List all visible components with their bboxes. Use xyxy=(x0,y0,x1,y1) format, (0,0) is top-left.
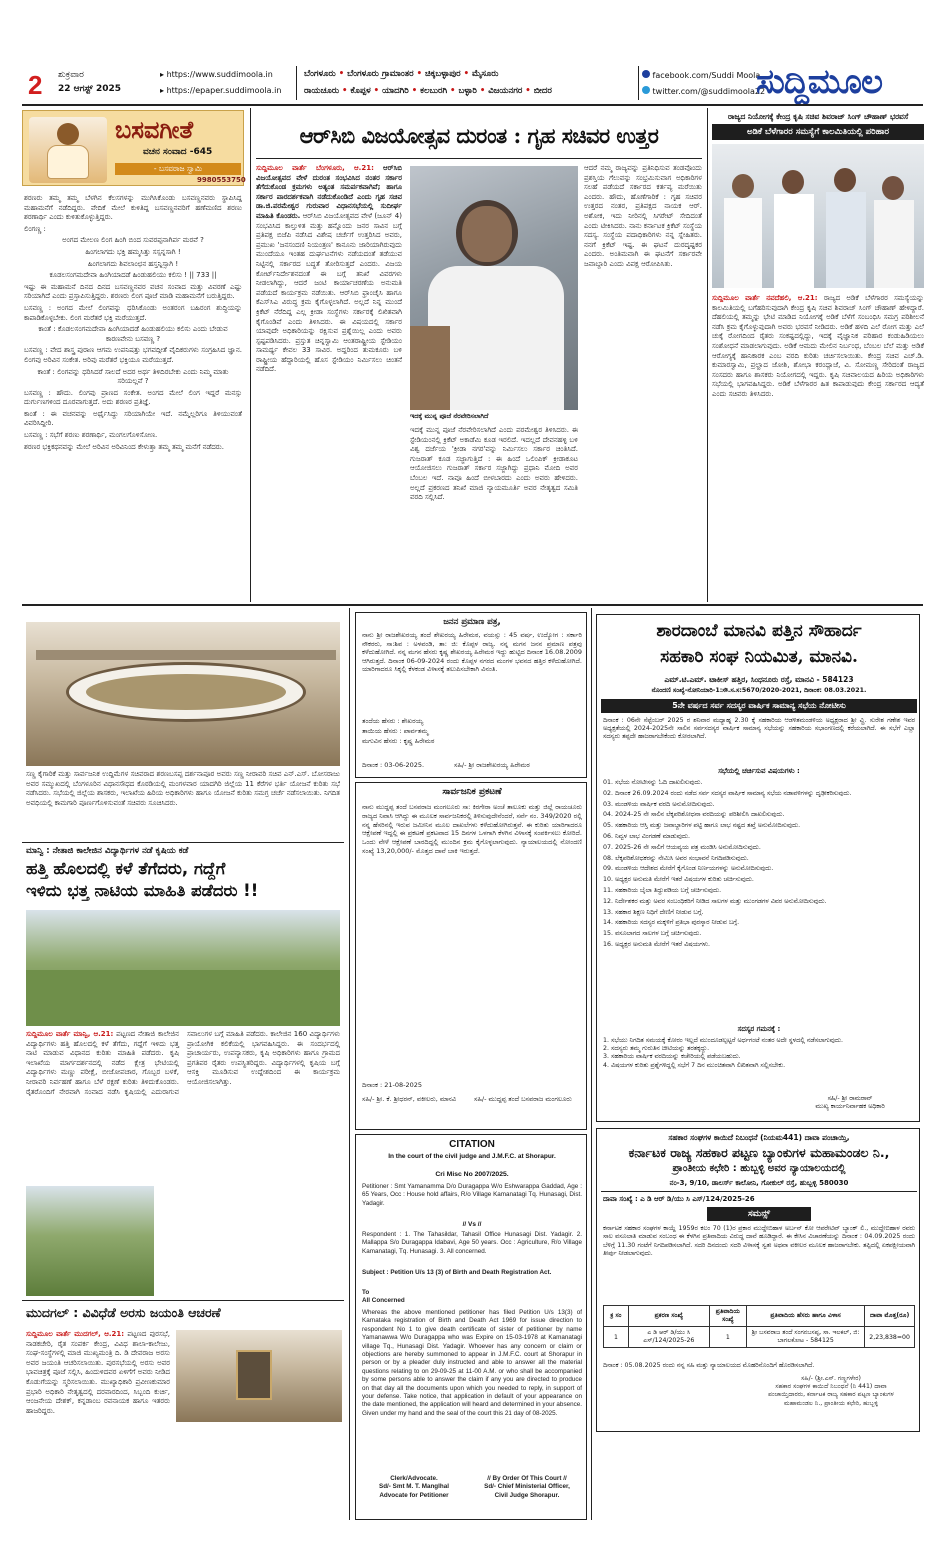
city-separator-dot: • xyxy=(460,69,473,79)
agenda-item: 05. ಸಹಕಾರಿಯ ಆಸ್ತಿ ಮತ್ತು ಜವಾಬ್ದಾರಿಗಳ ಪಟ್ಟಿ ಹಾಗೂ ಲಾಭ ನಷ್ಟದ ತಖ್ತೆ ಅನುಮೋದಿಸುವುದು. xyxy=(603,822,801,830)
city-link[interactable]: ಬಳ್ಳಾರಿ xyxy=(458,86,477,96)
lead-column-3: ಆದರೆ ನಮ್ಮ ರಾಜ್ಯವನ್ನು ಪ್ರತಿನಿಧಿಸುವ ತಂಡವೊಂದು ಪ್ರಶಸ್ತಿಯ ಗೆಲುವನ್ನು ಸಂಭ್ರಮಿಸುವಾಗ ಅಧಿಕಾರಿಗಳ ಸಲಹೆ ಪಡೆಯದೆ ಸರ್ಕಾರದ ಕರ್ತವ್ಯ ಮರೆಯಿತು ಎಂದರು. ಹೌದು, ಹೊಣೆಗಾರಿಕೆ : ಗೃಹ ಸಚಿವರ ಉತ್ತರದ ನಂತರ, ಪ್ರತಿಪಕ್ಷದ ನಾಯಕ ಆರ್. ಅಶೋಕ, ಇದು ನೀರಿನಲ್ಲಿ ಸಿಗರೇಟ್ ಸೇದಿದಂತೆ ಎಂದು ಟೀಕಿಸಿದರು. ನಾನು ಕರ್ನಾಟಕ ಕ್ರಿಕೆಟ್ ಸಂಸ್ಥೆಯ ಸದಸ್ಯ. ಸಂಸ್ಥೆಯ ಪದಾಧಿಕಾರಿಗಳು ನನ್ನ ಸ್ನೇಹಿತರು. ನನಗೆ ಕ್ರಿಕೆಟ್ ಇಷ್ಟ. ಈ ಘಟನೆ ದುರದೃಷ್ಟಕರ ಎಂದರು. ಅಂತಿಮವಾಗಿ ಈ ಘಟನೆಗೆ ಸರ್ಕಾರವೇ ಜವಾಬ್ದಾರಿ ಎಂದು ವಿಪಕ್ಷ ಆರೋಪಿಸಿತು. xyxy=(584,164,702,268)
sharadambe-band-text: 5ನೇ ವರ್ಷದ ಸರ್ವ ಸದಸ್ಯರ ವಾರ್ಷಿಕ ಸಾಮಾನ್ಯ ಸಭೆಯ ನೋಟೀಸು xyxy=(672,701,846,710)
areca-headline-band xyxy=(712,124,924,140)
summons-table-header: ಪ್ರತಿವಾದಿಯ ಹೆಸರು ಹಾಗೂ ವಿಳಾಸ xyxy=(747,1306,865,1327)
sharadambe-notes-list xyxy=(603,1037,915,1093)
city-separator-dot: • xyxy=(476,86,489,96)
sharadambe-intro: ದಿನಾಂಕ : 06ನೇ ಸೆಪ್ಟೆಂಬರ್ 2025 ರ ಶನಿವಾರ ಮಧ್ಯಾಹ್ನ 2.30 ಕ್ಕೆ ಸಹಕಾರಿಯ ಆಡಳಿತಮಂಡಳಿಯ ಅಧ್ಯಕ್ಷರಾದ ಶ್ರೀ ವ್ಹಿ. ಸುರೇಶ ಗಣೇಶ ಇವರ ಅಧ್ಯಕ್ಷತೆಯಲ್ಲಿ 2024-2025ನೇ ಸಾಲಿನ ಸರ್ವಸದಸ್ಯರ ವಾರ್ಷಿಕ ಸಾಮಾನ್ಯ ಸಭೆಯನ್ನು ಸಹಕಾರಿಯ ಸಭಾಂಗಣದಲ್ಲಿ ಕರೆಯಲಾಗಿದೆ. ಈ ಸಭೆಗೆ ಎಲ್ಲಾ ಸದಸ್ಯರು ತಪ್ಪದೇ ಹಾಜರಾಗಬೇಕೆಂದು ಕೋರಲಾಗಿದೆ. xyxy=(603,717,915,741)
lost-certificate-ad xyxy=(355,612,587,778)
agenda-item: 15. ವಸೂಲಾಗದ ಸಾಲಗಳ ಬಗ್ಗೆ ಚರ್ಚಿಸುವುದು. xyxy=(603,930,702,938)
summons-table-cell: 1 xyxy=(604,1327,629,1348)
basavageete-paragraph: ಬಸವಣ್ಣ : ಹೌದು. ಲಿಂಗವು ಪ್ರಾಣದ ಸಂಕೇತ. ಅಂಗದ ಮೇಲೆ ಲಿಂಗ ಇದ್ದರೆ ಮನಸ್ಸು ದುರ್ಗುಣಗಳಿಂದ ದೂರವಾಗುತ್ತದೆ. ಅದು ಶರಣರ ಪ್ರತಿಜ್ಞೆ. xyxy=(24,388,242,407)
meeting-photo xyxy=(26,622,340,766)
epaper-link[interactable]: https://epaper.suddimoola.in xyxy=(166,86,282,95)
sharadambe-note-title: ಸದಸ್ಯರ ಗಮನಕ್ಕೆ : xyxy=(737,1025,781,1033)
mudagal-dateline: ಸುದ್ದಿಮೂಲ ವಾರ್ತೆ ಮುದಗಲ್, ಆ.21: xyxy=(26,1330,125,1338)
facebook-link[interactable]: facebook.com/Suddi Moola xyxy=(652,71,761,80)
facebook-icon xyxy=(642,70,650,78)
public-notice-sig-left: ಸಹಿ/- ಶ್ರೀ. ಕೆ. ಶ್ರೀಧರನ್, ವಕೀಲರು, ಮಾನವಿ xyxy=(362,1095,457,1103)
city-link[interactable]: ಬೀದರ xyxy=(533,86,552,96)
city-separator-dot: • xyxy=(335,69,348,79)
public-notice-sig-right: ಸಹಿ/- ಮುದ್ದಪ್ಪ ತಂದೆ ಬಸವರಾಜ ಮಂಗಲೂರು xyxy=(474,1095,572,1103)
meeting-body: ಸಣ್ಣ ಕೈಗಾರಿಕೆ ಮತ್ತು ಸಾರ್ವಜನಿಕ ಉದ್ದಿಮೆಗಳ ಸಚಿವರಾದ ಶರಣಬಸಪ್ಪ ದರ್ಶನಾಪೂರ ಅವರು ಸಣ್ಣ ನೀರಾವರಿ ಸಚಿವ ಎನ್.ಎಸ್. ಬೋಸರಾಜು ಅವರ ಸಮ್ಮುಖದಲ್ಲಿ ಬೆಂಗಳೂರಿನ ವಿಧಾನಸೌಧದ ಕೊಠಡಿಯಲ್ಲಿ ಮಂಗಳವಾರ ಯಾದಗಿರಿ ಜಿಲ್ಲೆಯ 11 ಕೆರೆಗಳ ಭರ್ತಿ ಯೋಜನೆ ಕುರಿತು ಸಭೆ ನಡೆಸಿದರು. ಸಭೆಯಲ್ಲಿ ಜಿಲ್ಲೆಯ ಶಾಸಕರು, ಇಲಾಖೆಯ ಹಿರಿಯ ಅಧಿಕಾರಿಗಳು ಹಾಗೂ ಯೋಜನೆ ಕುರಿತು ಸಮಗ್ರ ಚರ್ಚೆ ನಡೆಸಲಾಯಿತು. ನಿಗದಿತ ಅವಧಿಯಲ್ಲಿ ಕಾಮಗಾರಿ ಪೂರ್ಣಗೊಳಿಸುವಂತೆ ಸಚಿವರು ಸೂಚಿಸಿದರು. xyxy=(26,770,340,807)
public-notice-ad xyxy=(355,782,587,1130)
lost-ad-footer-left: ದಿನಾಂಕ : 03-06-2025. xyxy=(362,761,425,769)
lead-photo-home-minister xyxy=(410,166,578,410)
citation-subject: Subject : Petition U/s 13 (3) of Birth and Death Registration Act. xyxy=(362,1269,552,1276)
mudagal-body xyxy=(26,1330,170,1520)
facebook-row[interactable] xyxy=(642,70,760,80)
citation-right-sig: // By Order Of This Court // Sd/- Chief Ministerial Officer, Civil Judge Shorapur. xyxy=(484,1475,570,1499)
basavageete-paragraph: ಬಸವಣ್ಣ : ವೇದ ಶಾಸ್ತ್ರ ಪುರಾಣ ಆಗಮ ಉಪನಿಷತ್ತು ಭಗವದ್ಗೀತೆ ವೈದಿಕರುಗಳು ಸಂಗ್ರಹಿಸಿದ ಜ್ಞಾನ. ಲಿಂಗವು ಅರಿವಿನ ಸಂಕೇತ. ಅರಿವು ಮರೆತರೆ ಭಕ್ತಿಯೂ ಮರೆಯುತ್ತದೆ. xyxy=(24,346,242,364)
globe-icon: ▸ xyxy=(160,86,165,95)
agenda-item: 13. ಸಹಕಾರ ಶಿಕ್ಷಣ ನಿಧಿಗೆ ದೇಣಿಗೆ ನೀಡುವ ಬಗ್ಗೆ. xyxy=(603,908,704,916)
city-separator-dot: • xyxy=(408,86,421,96)
summons-case: ದಾವಾ ಸಂಖ್ಯೆ : ಎ ಡಿ ಆರ್ ಡಿ/ಯು ಸಿ ಎಸ್/124/2025-26 xyxy=(603,1195,755,1203)
summons-subtitle: ಪ್ರಾಂತೀಯ ಕಛೇರಿ : ಹುಬ್ಬಳ್ಳಿ ಅವರ ನ್ಯಾಯಾಲಯದಲ್ಲಿ xyxy=(672,1163,846,1174)
lead-dateline: ಸುದ್ದಿಮೂಲ ವಾರ್ತೆ ಬೆಂಗಳೂರು, ಆ.21: xyxy=(256,164,374,172)
agenda-item: 09. ಮಂಡಳಿಯ ಆದೇಶದ ಮೇರೆಗೆ ಕೈಗೊಂಡ ನಿರ್ಣಯಗಳನ್ನು ಅನುಮೋದಿಸುವುದು. xyxy=(603,865,774,873)
areca-body xyxy=(712,294,924,600)
globe-icon: ▸ xyxy=(160,70,165,79)
summons-table-cell: 2,23,838=00 xyxy=(865,1327,915,1348)
citation-left-sig: Clerk/Advocate. Sd/- Smt M. T. Manglhal Advocate for Petitioner xyxy=(379,1475,449,1499)
summons-sig: ಸಹಿ/- (ಶ್ರೀ.ಎಸ್. ಗಣ್ಣಗಳೇರ) ಸಹಕಾರ ಸಂಘಗಳ ಕಾಯಿದೆ ನಿಬಂಧನೆ (ನಿ 441) ದಾವಾ ಪಂಚಾಯ್ತಿದಾರರು, ಕರ್ನಾಟಕ ರಾಜ್ಯ ಸಹಕಾರ ಪಟ್ಟಣ ಬ್ಯಾಂಕುಗಳ ಮಹಾಮಂಡಲ ನಿ., ಪ್ರಾಂತೀಯ ಕಛೇರಿ, ಹುಬ್ಬಳ್ಳಿ xyxy=(768,1375,894,1407)
city-link[interactable]: ಯಾದಗಿರಿ xyxy=(382,86,409,96)
basavageete-paragraph: ಇಷ್ಟು ಈ ಮಹಾಮನೆ ದಿನದ ದಿನದ ಬಸವಣ್ಣನವರ ವಚನ ಸಂವಾದ ಮತ್ತು ವಿವರಣೆ ಎಷ್ಟು ಸರಿಯಾಗಿದೆ ಎಂದು ಪ್ರಸ್ತಾಪಿಸುತ್ತಿದ್ದರು. ಶರಣರು ಲಿಂಗ ಪೂಜೆ ಮಾಡಿ ಮಹಾಮನೆಗೆ ಬರುತ್ತಿದ್ದರು. xyxy=(24,282,242,301)
city-link[interactable]: ಚಿಕ್ಕಬಳ್ಳಾಪುರ xyxy=(425,69,461,79)
basavageete-paragraph: ಬಸವಣ್ಣ : ಸಭೆಗೆ ಶರಣು ಶರಣಾರ್ಥಿ, ಮಂಗಲಗೊಳಿಸೋಣ. xyxy=(24,431,158,440)
agenda-item: 07. 2025-26 ನೇ ಸಾಲಿಗೆ ಆಯವ್ಯಯ ಪತ್ರ ಮಂಡಿಸಿ ಅನುಮೋದಿಸುವುದು. xyxy=(603,843,761,851)
agenda-item: 08. ಲೆಕ್ಕಪರಿಶೋಧಕರನ್ನು ನೇಮಿಸಿ ಅವರ ಸಂಭಾವನೆ ನಿಗದಿಪಡಿಸುವುದು. xyxy=(603,854,749,862)
city-separator-dot: • xyxy=(370,86,383,96)
cities-row-2 xyxy=(304,86,644,96)
citation-case: Cri Misc No 2007/2025. xyxy=(435,1171,509,1178)
summons-table-header: ದಾವಾ ಮೊತ್ತ(ರೂ) xyxy=(865,1306,915,1327)
agenda-item: 06. ನಿವ್ವಳ ಲಾಭ ವಿಂಗಡಣೆ ಮಾಡುವುದು. xyxy=(603,832,690,840)
public-notice-title: ಸಾರ್ವಜನಿಕ ಪ್ರಕಟಣೆ xyxy=(442,787,502,797)
city-link[interactable]: ವಿಜಯನಗರ xyxy=(488,86,523,96)
city-separator-dot: • xyxy=(339,86,351,96)
areca-headline-1: ರಾಜ್ಯದ ನಿಯೋಗಕ್ಕೆ ಕೇಂದ್ರ ಕೃಷಿ ಸಚಿವ ಶಿವರಾಜ್ ಸಿಂಗ್ ಚೌಹಾಣ್ ಭರವಸೆ xyxy=(727,112,909,121)
citation-court: In the court of the civil judge and J.M.F.C. at Shorapur. xyxy=(388,1153,556,1160)
city-separator-dot: • xyxy=(522,86,534,96)
farm-headline-1: ಹತ್ತಿ ಹೊಲದಲ್ಲಿ ಕಳೆ ತೆಗೆದರು, ಗದ್ದೆಗೆ xyxy=(26,859,226,878)
basavageete-author-band xyxy=(115,163,241,175)
basavageete-title: ಬಸವಗೀತೆ xyxy=(115,115,194,144)
agenda-item: 16. ಅಧ್ಯಕ್ಷರ ಅನುಮತಿ ಮೇರೆಗೆ ಇತರೆ ವಿಷಯಗಳು. xyxy=(603,940,711,948)
agenda-item: 14. ಸಹಕಾರಿಯ ಸದಸ್ಯರ ಮಕ್ಕಳಿಗೆ ಪ್ರತಿಭಾ ಪುರಸ್ಕಾರ ನೀಡುವ ಬಗ್ಗೆ. xyxy=(603,919,740,927)
agenda-item: 02. ದಿನಾಂಕ 26.09.2024 ರಂದು ನಡೆದ ಸರ್ವ ಸದಸ್ಯರ ವಾರ್ಷಿಕ ಸಾಮಾನ್ಯ ಸಭೆಯ ನಡಾವಳಿಗಳನ್ನು ದೃಢೀಕರಿಸುವುದು. xyxy=(603,789,852,797)
summons-date: ದಿನಾಂಕ : 05.08.2025 ರಂದು ನನ್ನ ಸಹಿ ಮತ್ತು ನ್ಯಾಯಾಲಯದ ಮೊಹರಿನೊಂದಿಗೆ ಹೊರಡಿಸಲಾಗಿದೆ. xyxy=(603,1362,815,1369)
sharadambe-sig: ಸಹಿ/- ಶ್ರೀ ರಾಮರಾವ್ ಮುಖ್ಯ ಕಾರ್ಯನಿರ್ವಾಹಕ ಅಧಿಕಾರಿ xyxy=(815,1095,885,1111)
website-link-row[interactable] xyxy=(160,70,273,79)
farm-photo-bottom xyxy=(26,1186,154,1296)
agenda-item: 11. ಸಹಕಾರಿಯ ಬೈಲಾ ತಿದ್ದುಪಡಿಯ ಬಗ್ಗೆ ಚರ್ಚಿಸುವುದು. xyxy=(603,886,722,894)
city-link[interactable]: ರಾಯಚೂರು xyxy=(304,86,340,96)
city-link[interactable]: ಬೆಂಗಳೂರು ಗ್ರಾಮಾಂತರ xyxy=(347,69,414,79)
agenda-item: 03. ಮಂಡಳಿಯ ವಾರ್ಷಿಕ ವರದಿ ಅನುಮೋದಿಸುವುದು. xyxy=(603,800,715,808)
summons-table-cell: ಶ್ರೀ ಬಸವರಾಜ ತಂದೆ ಸಂಗನಬಸಪ್ಪ, ಸಾ. ಇಲಕಲ್, ಜಿ: ಬಾಗಲಕೋಟ - 584125 xyxy=(747,1327,865,1348)
member-note-item: 1. ಸಭೆಯು ನಿಗದಿತ ಸಮಯಕ್ಕೆ ಕೋರಂ ಇಲ್ಲದೆ ಮುಂದೂಡಲ್ಪಟ್ಟರೆ ಅರ್ಧಗಂಟೆ ನಂತರ ಅದೇ ಸ್ಥಳದಲ್ಲಿ ನಡೆಸಲಾಗುವುದು. xyxy=(603,1037,843,1044)
page-number: 2 xyxy=(28,70,43,100)
basavageete-author: - ಬಸವರಾಜ ಸ್ವಾಮಿ xyxy=(153,164,203,173)
basavanna-portrait xyxy=(29,117,107,183)
citation-body: Whereas the above mentioned petitioner has filed Petition U/s 13(3) of Karnataka registration of Birth and Death Act 1969 for issue direction to respondent No 1 to give death certificate of sister of petitioner by name Yamanawwa W/o Duragappa who was Expire on 15-03-1978 at Kamanatagi village Tq., Hunasagi Dist. Yadagir. Whoever has any concern or claim or objections are hereby summoned to appear in J.M.F.C. court at Shorapur in person or by a pleader duly instructed and able to answer all the material questions relating to on 29-09-25 at 11-00 A.M. or who shall be accompanied by some persons able to answer the claim if any you are directed to produce on that day all the documents upon which you needed to reply, in support of your defense. Take notice, that application in default of your appearance on the date mentioned, the application will heard and determined in your absence. Given under my hand and the seal of the court this 21 day of 08-2025. xyxy=(362,1309,582,1417)
citation-respondent: Respondent : 1. The Tahasildar, Tahasil Office Hunasagi Dist. Yadagir. 2. Mallappa S/o Duragappa Idabavi, Age 50 years. Occ : Agriculture, R/o Village Kamanatagi, Tq. Hunasagi. 3. All concerned. xyxy=(362,1231,582,1255)
agenda-item: 01. ಸಭೆಯ ನೋಟೀಸನ್ನು ಓದಿ ದಾಖಲಿಸುವುದು. xyxy=(603,779,703,786)
farm-body xyxy=(26,1030,340,1182)
member-note-item: 2. ಸದಸ್ಯರು ತಮ್ಮ ಗುರುತಿನ ಚೀಟಿಯನ್ನು ತರತಕ್ಕದ್ದು. xyxy=(603,1045,710,1053)
citation-petitioner: Petitioner : Smt Yamanamma D/o Duragappa W/o Eshwarappa Gaddad, Age : 65 Years, Occ : House hold affairs, R/o Village Kamanatagi Tq. Hunasagi, Dist. Yadagir. xyxy=(362,1183,582,1207)
basavageete-paragraph: ಕೂಡಲಸಂಗಮದೇವಾ ಹಿಂಗಿಯಾದಡೆ ಹಿಂಡುಹಲಿಯು ಕಲಿಸು ! || 733 || xyxy=(49,271,217,280)
sharadambe-regno: ನೊಂದಣಿ ಸಂಖ್ಯೆ-ನೋನಿಯಾರಿ-1:ಸೌ.ಸ.ಸ:5670/2020-2021, ದಿನಾಂಕ: 08.03.2021. xyxy=(651,687,867,694)
twitter-icon xyxy=(642,86,650,94)
farm-headline-2: ಇಳಿದು ಭತ್ತ ನಾಟಿಯ ಮಾಹಿತಿ ಪಡೆದರು !! xyxy=(26,881,259,900)
twitter-row[interactable] xyxy=(642,86,765,96)
basavageete-paragraph: ಕಾಂತೆ : ಕೊಡಲಸಂಗಮದೇವಾ ಹಿಂಗಿಯಾದಡೆ ಹಿಂಡುಹಲಿಯು ಕಲಿಸು ಎಂದು ಬೇಡುವ ಕಾರಣವೇನು ಬಸವಣ್ಣ ? xyxy=(38,325,228,343)
city-link[interactable]: ಕೊಪ್ಪಳ xyxy=(350,86,371,96)
mudagal-text: ಪಟ್ಟಣದ ಪುರಸಭೆ, ನಾಡಕಚೇರಿ, ರೈತ ಸಂಪರ್ಕ ಕೇಂದ್ರ, ವಿವಿಧ ಶಾಲಾ-ಕಾಲೇಜು, ಸಂಘ-ಸಂಸ್ಥೆಗಳಲ್ಲಿ ಮಾಜಿ ಮುಖ್ಯಮಂತ್ರಿ ದಿ. ಡಿ ದೇವರಾಜ ಅರಸು ಅವರ ಜಯಂತಿ ಆಚರಿಸಲಾಯಿತು. ಪುರಸಭೆಯಲ್ಲಿ ಅರಸು ಅವರ ಭಾವಚಿತ್ರಕ್ಕೆ ಪೂಜೆ ಸಲ್ಲಿಸಿ, ಹಿಂದುಳಿದವರ ಏಳಿಗೆಗೆ ಅವರು ನೀಡಿದ ಕೊಡುಗೆಯನ್ನು ಸ್ಮರಿಸಲಾಯಿತು. ಮುಖ್ಯಾಧಿಕಾರಿ ಪ್ರವೀಣಕುಮಾರ ಪ್ರಭಾರಿ ಅಧಿಕಾರಿ ನೇತೃತ್ವದಲ್ಲಿ ದರವಾರದಿಂದ, ಸಿಬ್ಬಂದಿ ಕುರ್ಚಿ, ಆಂಜನೇಯ ದೇಶಕ್, ಕನ್ನಡಾಂಬ ರವನಾಯಕ ಹಾಗೂ ಇತರರು ಹಾಜರಿದ್ದರು. xyxy=(26,1330,170,1415)
cities-row-1 xyxy=(304,69,624,79)
lead-column-1 xyxy=(256,164,402,600)
public-notice-body: ನಾನು ಮುದ್ದಪ್ಪ ತಂದೆ ಬಸವರಾಜ ಮಂಗಲೂರು ಸಾ: ಕಿರಗೇರಾ ಅಂಚೆ ತಾಲೂಕು ಮತ್ತು ಜಿಲ್ಲೆ ರಾಯಚೂರು ರಾಜ್ಯದ ನಿವಾಸಿ ಆಗಿದ್ದು ಈ ಮೂಲಕ ಸಾರ್ವಜನಿಕರಲ್ಲಿ ತಿಳಿಸುವುದೇನೆಂದರೆ, ಸರ್ವೆ ನಂ. 349/2020 ರಲ್ಲಿ ನನ್ನ ಹೆಸರಿನಲ್ಲಿ ಇರುವ ಜಮೀನಿನ ಮೂಲ ದಾಖಲೆಗಳು ಕಳೆದುಹೋಗಿರುತ್ತವೆ. ಈ ಕುರಿತು ಯಾರಿಗಾದರೂ ಆಕ್ಷೇಪಣೆ ಇದ್ದಲ್ಲಿ ಈ ಪ್ರಕಟಣೆ ಪ್ರಕಟವಾದ 15 ದಿನಗಳ ಒಳಗಾಗಿ ಕೆಳಗಿನ ವಿಳಾಸಕ್ಕೆ ಸಂಪರ್ಕಿಸಲು ಕೋರಿದೆ. ಒಂದು ವೇಳೆ ಆಕ್ಷೇಪಣೆ ಬಾರದಿದ್ದಲ್ಲಿ ಮುಂದಿನ ಕ್ರಮ ಕೈಗೊಳ್ಳಲಾಗುವುದು. ನ್ಯಾಯಾಲಯದಲ್ಲಿ ನೋಂದಣಿ ಸಂಖ್ಯೆ 13,20,000/- ಮೊತ್ತದ ದಾವೆ ಬಾಕಿ ಇರುತ್ತದೆ. xyxy=(362,803,582,855)
lead-photo-caption: ಇದಕ್ಕೆ ಮುನ್ನ ಪೂಜೆ ನೆರವೇರಿಸಲಾಗಿದೆ xyxy=(410,412,489,420)
summons-ad xyxy=(596,1128,920,1432)
summons-table-cell: ಎ ಡಿ ಆರ್ ಡಿ/ಯು ಸಿ ಎಸ್/124/2025-26 xyxy=(628,1327,709,1348)
public-notice-date: ದಿನಾಂಕ : 21-08-2025 xyxy=(362,1081,423,1089)
summons-title: ಕರ್ನಾಟಕ ರಾಜ್ಯ ಸಹಕಾರ ಪಟ್ಟಣ ಬ್ಯಾಂಕುಗಳ ಮಹಾಮಂಡಲ ನಿ., xyxy=(628,1145,890,1160)
sharadambe-agenda-title: ಸಭೆಯಲ್ಲಿ ಚರ್ಚಿಸುವ ವಿಷಯಗಳು : xyxy=(718,767,800,775)
basavageete-phone: 9980553750 xyxy=(197,176,246,184)
basavageete-subtitle: ವಚನ ಸಂವಾದ -645 xyxy=(143,147,213,157)
farm-photo-top xyxy=(26,910,340,1026)
lost-ad-mother: ತಾಯಿಯ ಹೆಸರು : ಪಾರ್ವತಮ್ಮ xyxy=(362,727,429,735)
basavageete-paragraph: ಹಿಂಗಲಾಗದು ಭಕ್ತಿ ಹಮ್ಮಸಿತ್ತು ಸಸ್ಸನ್ನಸಾಗಿ ! xyxy=(85,247,181,256)
basavageete-paragraph: ಬಸವಣ್ಣ : ಅಂಗದ ಮೇಲೆ ಲಿಂಗವನ್ನು ಧರಿಸಿಕೊಂಡು ಅಂತರಂಗ ಬಹಿರಂಗ ಶುದ್ಧಿಯನ್ನು ಕಾಪಾಡಿಕೊಳ್ಳಬೇಕು. ಲಿಂಗ ಮರೆತರೆ ಭಕ್ತಿ ಮರೆಯುತ್ತದೆ. xyxy=(24,303,242,322)
sharadambe-band xyxy=(601,699,917,713)
lost-ad-title: ಜನನ ಪ್ರಮಾಣ ಪತ್ರ, xyxy=(443,617,501,627)
sharadambe-title-1: ಶಾರದಾಂಬೆ ಮಾನವಿ ಪತ್ತಿನ ಸೌಹಾರ್ದ xyxy=(656,621,862,641)
basavageete-paragraph: ಶರಣರ ಭಕ್ತಿಕಥನವನ್ನು ಮೇಲೆ ಅರಿವಿನ ಅರಿವಿನಿಂದ ಕೇಳುತ್ತಾ ತಮ್ಮ ತಮ್ಮ ಮನೆಗೆ ನಡೆದರು. xyxy=(24,442,224,451)
lost-ad-body: ನಾನು ಶ್ರೀ ರಾಜಶೇಖರಯ್ಯ ತಂದೆ ಶೇಖರಯ್ಯ ಹಿರೇಮಠ, ವಯಸ್ಸು : 45 ವರ್ಷ, ಉದ್ಯೋಗ : ಸರ್ಕಾರಿ ನೌಕರರು, ಸಾ:ಶಿವ : ಅಳವಂಡಿ, ತಾ: ಜಿ: ಕೊಪ್ಪಳ ರಾಜ್ಯ. ನನ್ನ ಮಗನ ಜನನ ಪ್ರಮಾಣ ಪತ್ರವು ಕಳೆದುಹೋಗಿದೆ. ನನ್ನ ಮಗನ ಹೆಸರು ಕೃಷ್ಣ ಶೇಖರಯ್ಯ ಹಿರೇಮಠ ಇದ್ದು ಹುಟ್ಟಿದ ದಿನಾಂಕ 16.08.2009 ಆಗಿರುತ್ತದೆ. ದಿನಾಂಕ 06-09-2024 ರಂದು ಕೊಪ್ಪಳ ನಗರದ ಮಂಗಳ ಭವನದ ಹತ್ತಿರ ಕಳೆದುಹೋಗಿದೆ. ಯಾರಿಗಾದರೂ ಸಿಕ್ಕಲ್ಲಿ ಕೆಳಕಂಡ ವಿಳಾಸಕ್ಕೆ ತಲುಪಿಸಬೇಕಾಗಿ ವಿನಂತಿ. xyxy=(362,631,582,674)
basavageete-paragraph: ಶರಣರು ತಮ್ಮ ತಮ್ಮ ಬೆಳಗಿನ ಕೆಲಸಗಳನ್ನು ಮುಗಿಸಿಕೊಂಡು ಬಸವಣ್ಣನವರು ಸ್ಥಾಪಿಸಿದ್ದ ಮಹಾಮನೆಗೆ ನಡೆದಿದ್ದರು. ವೇದಿಕೆ ಮೇಲೆ ಕುಳಿತಿದ್ದ ಬಸವಣ್ಣನವರಿಗೆ ಹಣೆಮಣಿದ ಶರಣು ಶರಣಾರ್ಥಿ ಎಂದು ಕುಳಿತುಕೊಳ್ಳುತ್ತಿದ್ದರು. xyxy=(24,194,242,222)
twitter-link[interactable]: twitter.com/@suddimoola22 xyxy=(652,87,766,96)
lead-intro: ಆರ್‌ಸಿಬಿ ವಿಜಯೋತ್ಸವದ ವೇಳೆ ದುರಂತ ಸಂಭವಿಸಿದ ನಂತರ ಸರ್ಕಾರ ತೆಗೆದುಕೊಂಡ ಕ್ರಮಗಳು ಅತ್ಯಂತ ಸಮರ್ಪಕವಾಗಿವೆ; ಹಾಗೂ ಸರ್ಕಾರ ಪಾರದರ್ಶಕವಾಗಿ ನಡೆದುಕೊಂಡಿದೆ ಎಂದು ಗೃಹ ಸಚಿವ ಡಾ.ಜಿ.ಪರಮೇಶ್ವರ ಗುರುವಾರ ವಿಧಾನಸಭೆಯಲ್ಲಿ ಸುದೀರ್ಘ ಮಾಹಿತಿ ಕೊಂಡರು. xyxy=(256,164,402,220)
sharadambe-ad xyxy=(596,614,920,1122)
mudagal-photo xyxy=(176,1330,342,1422)
basavageete-column xyxy=(22,110,244,600)
lead-col1-text: ಆರ್‌ಸಿಬಿ ವಿಜಯೋತ್ಸವದ ವೇಳೆ (ಜೂನ್ 4) ಸಂಭವಿಸಿದ ಕಾಲ್ತುಳಿತ ಮತ್ತು ಹನ್ನೊಂದು ಜನರ ಸಾವಿನ ಬಗ್ಗೆ ಪ್ರತಿಪಕ್ಷ ಬಿಜೆಪಿ ನಡೆಸಿದ ವಿಶೇಷ ಚರ್ಚೆಗೆ ಉತ್ತರಿಸಿದ ಅವರು, ಪ್ರಮುಖ 'ಜನಸಂದಣಿ ನಿಯಂತ್ರಣ' ಕಾನೂನು ಜಾರಿಯಾಗಿರುವುದು ಮುಂದೆಯೂ ಇಂತಹ ದುರ್ಘಟನೆಗಳು ನಡೆಯದಂತೆ ತಡೆಯುವ ನಿಟ್ಟಿನಲ್ಲಿ ಸರ್ಕಾರದ ಬದ್ಧತೆ ತೋರಿಸುತ್ತದೆ ಎಂದರು. ವಿಜಯ ಕೋರ್ಟ್‌ನಿರ್ದೇಶನದಂತೆ ಈ ಬಗ್ಗೆ ತನಿಖೆ ವಿವರಗಳು ನೀಡಲಾಗಿದ್ದು, ಆದರೆ ಜಂಟಿ ಕಾರ್ಯಾಚರಣೆಯ ಅನುಮತಿ ಪಡೆಯದೆ ಕಾರ್ಯಕ್ರಮ ನಡೆಯಿತು. ಆರ್‌ಸಿಬಿ ಫ್ರಾಂಚೈಸಿ ಹಾಗೂ ಕೆಎಸ್‌ಸಿಎ ವಿರುದ್ಧ ಕ್ರಮ ಕೈಗೊಳ್ಳಲಾಗಿದೆ. ಅಲ್ಲದೆ ನಿನ್ನ ಮುಂದೆ ಕ್ರಿಕೆಟ್ ನೆರೆದಿದ್ದ ಎಲ್ಲ ಕ್ರೀಡಾ ಸಂಸ್ಥೆಗಳು ಸರ್ಕಾರಕ್ಕೆ ಲಿಖಿತವಾಗಿ ಕೈಗೊಂಡಿವೆ ಎಂದು ತಿಳಿಸಿದರು. ಈ ವಿಷಯದಲ್ಲಿ ಸರ್ಕಾರ ಯಾವುದೇ ಅಧಿಕಾರಿಯನ್ನು ರಕ್ಷಿಸುವ ಪ್ರಶ್ನೆಯಿಲ್ಲ ಎಂದು ಅವರು ಸ್ಪಷ್ಟಪಡಿಸಿದರು. ಪ್ರಸ್ತುತ ಚಿನ್ನಸ್ವಾಮಿ ಆಂತರಾಷ್ಟ್ರೀಯ ಸ್ಟೇಡಿಯಂ ಸಾಮರ್ಥ್ಯ ಕೇವಲ 33 ಸಾವಿರ. ಅದ್ದರಿಂದ ತುಮಕೂರು ಬಳಿ ರಾಷ್ಟ್ರೀಯ ಹೆದ್ದಾರಿಯಲ್ಲಿ ಹೊಸ ಸ್ಟೇಡಿಯಂ ನಿರ್ಮಿಸಲು ಚಿಂತನೆ ನಡೆದಿದೆ. xyxy=(256,211,402,374)
basavageete-paragraph: ಅಂಗದ ಮೇಲಣ ಲಿಂಗ ಹಿಂಗಿ ಬಿಂದ ಸುವರಪ್ಪನಾಗಿರ್ಪ ಮರವೆ ? xyxy=(62,236,204,245)
epaper-link-row[interactable] xyxy=(160,86,281,95)
areca-dateline: ಸುದ್ದಿಮೂಲ ವಾರ್ತೆ ನವದೆಹಲಿ, ಆ.21: xyxy=(712,294,818,302)
masthead-logo: ಸುದ್ದಿಮೂಲ xyxy=(756,62,882,102)
basavageete-paragraph: ಹಿಂಗಲಾಗದು ಶಿವಲಾಂಛನ ಹಸ್ತನ್ನಿಸ್ಸಾಗಿ ! xyxy=(87,259,179,268)
citation-to: To All Concerned xyxy=(362,1289,405,1305)
header-date: 22 ಆಗಸ್ಟ್ 2025 xyxy=(58,84,121,94)
farm-text: ಪಟ್ಟಣದ ನೇತಾಜಿ ಕಾಲೇಜಿನ ವಿದ್ಯಾರ್ಥಿಗಳು ಹತ್ತಿ ಹೊಲದಲ್ಲಿ ಕಳೆ ತೆಗೆದು, ಗದ್ದೆಗೆ ಇಳಿದು ಭತ್ತ ನಾಟಿ ಮಾಡುವ ವಿಧಾನದ ಕುರಿತು ಮಾಹಿತಿ ಪಡೆದರು. ಕೃಷಿ ಇಲಾಖೆಯ ಮಾರ್ಗದರ್ಶನದಲ್ಲಿ ನಡೆದ ಕ್ಷೇತ್ರ ಭೇಟಿಯಲ್ಲಿ ವಿದ್ಯಾರ್ಥಿಗಳು ಮಣ್ಣು ಪರೀಕ್ಷೆ, ಬೀಜೋಪಚಾರ, ಗೊಬ್ಬರ ಬಳಕೆ, ನೀರಾವರಿ ನಿರ್ವಹಣೆ ಹಾಗೂ ಬೆಳೆ ರಕ್ಷಣೆ ಕುರಿತು ತಿಳಿದುಕೊಂಡರು. ರೈತರೊಂದಿಗೆ ನೇರವಾಗಿ ಸಂವಾದ ನಡೆಸಿ ಕೃಷಿಯಲ್ಲಿ ಎದುರಾಗುವ ಸವಾಲುಗಳ ಬಗ್ಗೆ ಮಾಹಿತಿ ಪಡೆದರು. ಕಾಲೇಜಿನ 160 ವಿದ್ಯಾರ್ಥಿಗಳು ಪ್ರಾಯೋಗಿಕ ಕಲಿಕೆಯಲ್ಲಿ ಭಾಗವಹಿಸಿದ್ದರು. ಈ ಸಂದರ್ಭದಲ್ಲಿ ಪ್ರಾಚಾರ್ಯರು, ಉಪನ್ಯಾಸಕರು, ಕೃಷಿ ಅಧಿಕಾರಿಗಳು ಹಾಗೂ ಗ್ರಾಮದ ಪ್ರಗತಿಪರ ರೈತರು ಉಪಸ್ಥಿತರಿದ್ದರು. ವಿದ್ಯಾರ್ಥಿಗಳಲ್ಲಿ ಕೃಷಿಯ ಬಗ್ಗೆ ಆಸಕ್ತಿ ಮೂಡಿಸುವ ಉದ್ದೇಶದಿಂದ ಈ ಕಾರ್ಯಕ್ರಮ ಆಯೋಜಿಸಲಾಗಿತ್ತು. xyxy=(26,1030,340,1096)
sharadambe-agenda-list xyxy=(603,779,915,1023)
city-link[interactable]: ಮೈಸೂರು xyxy=(472,69,499,79)
basavageete-paragraph: ಕಾಂತೆ : ಲಿಂಗವನ್ನು ಧರಿಸಿದರೆ ಸಾಲದೆ ಅದರ ಅರ್ಥ ತಿಳಿದಿರಬೇಕು ಎಂದು ನಿಮ್ಮ ಮಾತು ಸರಿಯಲ್ಲವೆ ? xyxy=(37,367,229,386)
summons-body: ಕರ್ನಾಟಕ ಸಹಕಾರ ಸಂಘಗಳ ಕಾಯ್ದೆ 1959ರ ಕಲಂ 70 (1)ರ ಪ್ರಕಾರ ಮುದ್ದೇಬಿಹಾಳ ಅರ್ಬನ್ ಕೋ ಆಪರೇಟಿವ್ ಬ್ಯಾಂಕ್ ಲಿ., ಮುದ್ದೇಬಿಹಾಳ ರವರು ಸಾಲ ವಸೂಲಾತಿ ಮಾಡುವ ಸಂಬಂಧ ಈ ಕೆಳಗಿನ ಪ್ರತಿವಾದಿಯ ವಿರುದ್ಧ ದಾವೆ ಹೂಡಿದ್ದಾರೆ. ಈ ಕೇಸಿನ ವಿಚಾರಣೆಯನ್ನು ದಿನಾಂಕ : 04.09.2025 ರಂದು ಬೆಳಿಗ್ಗೆ 11.30 ಗಂಟೆಗೆ ನಿಗದಿಪಡಿಸಲಾಗಿದೆ. ಸದರಿ ದಿನದಂದು ಸದರಿ ವಿಳಾಸಕ್ಕೆ ಸ್ವತಃ ಅಥವಾ ವಕೀಲರ ಮೂಲಕ ಹಾಜರಾಗಬೇಕು. ತಪ್ಪಿದಲ್ಲಿ ಏಕಪಕ್ಷೀಯವಾಗಿ ತೀರ್ಪು ನೀಡಲಾಗುವುದು. xyxy=(603,1225,915,1258)
summons-table-header: ಪ್ರತಿವಾದಿಯ ಸಂಖ್ಯೆ xyxy=(709,1306,746,1327)
member-note-item: 4. ವಿಷಯಗಳ ಕುರಿತು ಪ್ರಶ್ನೆಗಳಿದ್ದಲ್ಲಿ ಸಭೆಗೆ 7 ದಿನ ಮುಂಚಿತವಾಗಿ ಲಿಖಿತವಾಗಿ ಸಲ್ಲಿಸಬೇಕು. xyxy=(603,1061,786,1069)
basavageete-body xyxy=(24,194,242,598)
website-link[interactable]: https://www.suddimoola.in xyxy=(166,70,273,79)
basavageete-header xyxy=(22,110,244,186)
agenda-item: 12. ನಿರ್ದೇಶಕರ ಮತ್ತು ಅವರ ಸಂಬಂಧಿಕರಿಗೆ ನೀಡಿದ ಸಾಲಗಳ ಮತ್ತು ಮುಂಗಡಗಳ ವಿವರ ಅನುಮೋದಿಸುವುದು. xyxy=(603,897,827,905)
summons-address: ನಂ-3, 9/10, ಡಾಲರ್ಸ್ ಕಾಲೋನಿ, ಗೋಕುಲ್ ರಸ್ತೆ, ಹುಬ್ಬಳ್ಳಿ 580030 xyxy=(669,1179,849,1187)
lost-ad-father: ತಂದೆಯ ಹೆಸರು : ಶೇಖರಯ್ಯ xyxy=(362,717,424,725)
lost-ad-child: ಮಗುವಿನ ಹೆಸರು : ಕೃಷ್ಣ ಹಿರೇಮಠ xyxy=(362,737,435,745)
agenda-item: 04. 2024-25 ನೇ ಸಾಲಿನ ಲೆಕ್ಕಪರಿಶೋಧನಾ ವರದಿಯನ್ನು ಪರಿಶೀಲಿಸಿ ದಾಖಲಿಸುವುದು. xyxy=(603,811,785,819)
city-link[interactable]: ಬೆಂಗಳೂರು xyxy=(304,69,336,79)
city-link[interactable]: ಕಲಬುರಗಿ xyxy=(420,86,448,96)
basavageete-paragraph: ಲಿಂಗಣ್ಣ : xyxy=(24,224,46,233)
agenda-item: 10. ಅಧ್ಯಕ್ಷರ ಅನುಮತಿ ಮೇರೆಗೆ ಇತರೆ ವಿಷಯಗಳ ಕುರಿತು ಚರ್ಚಿಸುವುದು. xyxy=(603,876,754,884)
summons-table xyxy=(603,1305,915,1348)
table-row xyxy=(604,1327,915,1348)
areca-meeting-photo xyxy=(712,144,924,288)
member-note-item: 3. ಸಹಕಾರಿಯ ವಾರ್ಷಿಕ ವರದಿಯನ್ನು ಕಚೇರಿಯಲ್ಲಿ ಪಡೆಯಬಹುದು. xyxy=(603,1053,741,1061)
mudagal-headline: ಮುದಗಲ್ : ವಿವಿಧೆಡೆ ಅರಸು ಜಯಂತಿ ಆಚರಣೆ xyxy=(26,1305,221,1320)
summons-line1: ಸಹಕಾರ ಸಂಘಗಳ ಕಾಯಿದೆ ನಿಬಂಧನೆ (ನಿಯಮ441) ದಾವಾ ಪಂಚಾಯ್ತಿ, xyxy=(668,1133,850,1142)
summons-label-band xyxy=(707,1207,811,1221)
citation-title: CITATION xyxy=(449,1139,495,1150)
basavageete-paragraph: ಕಾಂತೆ : ಈ ವಚನವನ್ನು ಅರ್ಥೈಸಿದ್ದು ಸರಿಯಾಗಿಯೇ ಇದೆ. ನಮ್ಮೆಲ್ಲರಿಗೂ ತಿಳಿಯುವಂತೆ ವಿವರಿಸಿದ್ದೀರಿ. xyxy=(24,409,242,428)
sharadambe-title-2: ಸಹಕಾರಿ ಸಂಘ ನಿಯಮಿತ, ಮಾನವಿ. xyxy=(660,647,858,667)
farm-dateline: ಸುದ್ದಿಮೂಲ ವಾರ್ತೆ ಮಾನ್ವಿ, ಆ.21: xyxy=(26,1030,114,1038)
header-day: ಶುಕ್ರವಾರ xyxy=(58,70,84,80)
sharadambe-address: ಎಮ್.ಟಿ.ಎಮ್. ಟಾಕೀಸ್ ಹತ್ತಿರ, ಸಿಂಧನೂರು ರಸ್ತೆ, ಮಾನವಿ - 584123 xyxy=(664,675,854,684)
lead-headline: ಆರ್‌ಸಿಬಿ ವಿಜಯೋತ್ಸವ ದುರಂತ : ಗೃಹ ಸಚಿವರ ಉತ್ತರ xyxy=(299,123,659,148)
citation-ad xyxy=(355,1134,587,1520)
citation-vs: // Vs // xyxy=(462,1221,482,1228)
summons-table-header: ಪ್ರಕರಣ ಸಂಖ್ಯೆ xyxy=(628,1306,709,1327)
areca-headline-2: ಅಡಿಕೆ ಬೆಳೆಗಾರರ ಸಮಸ್ಯೆಗೆ ಕಾಲಮಿತಿಯಲ್ಲಿ ಪರಿಹಾರ xyxy=(746,127,890,137)
city-separator-dot: • xyxy=(413,69,426,79)
farm-kicker: ಮಾನ್ವಿ : ನೇತಾಜಿ ಕಾಲೇಜಿನ ವಿದ್ಯಾರ್ಥಿಗಳ ನಡೆ ಕೃಷಿಯ ಕಡೆ xyxy=(26,846,189,856)
areca-text: ರಾಜ್ಯದ ಅಡಿಕೆ ಬೆಳೆಗಾರರ ಸಮಸ್ಯೆಯನ್ನು ಕಾಲಮಿತಿಯಲ್ಲಿ ಬಗೆಹರಿಸುವುದಾಗಿ ಕೇಂದ್ರ ಕೃಷಿ ಸಚಿವ ಶಿವರಾಜ್ ಸಿಂಗ್ ಚೌಹಾಣ್ ಹೇಳಿದ್ದಾರೆ. ದೆಹಲಿಯಲ್ಲಿ ತಮ್ಮನ್ನು ಭೇಟಿ ಮಾಡಿದ ನಿಯೋಗಕ್ಕೆ ಅಡಿಕೆ ಬೆಳೆಗೆ ಸಂಬಂಧಿಸಿ ಸಮಗ್ರ ಪರಿಶೀಲನೆ ನಡೆಸಿ ಕ್ರಮ ಕೈಗೊಳ್ಳುವುದಾಗಿ ಅವರು ಭರವಸೆ ನೀಡಿದರು. ಅಡಿಕೆ ಹಳದಿ ಎಲೆ ರೋಗ ಮತ್ತು ಎಲೆ ಚುಕ್ಕೆ ರೋಗದಿಂದ ರೈತರು ಸಂಕಷ್ಟದಲ್ಲಿದ್ದು, ಇದಕ್ಕೆ ವೈಜ್ಞಾನಿಕ ಪರಿಹಾರ ಕಂಡುಹಿಡಿಯಲು ಸಂಶೋಧನೆ ಮಾಡಲಾಗುವುದು. ಅಡಿಕೆ ಆಮದು ಮೇಲಿನ ನಿರ್ಬಂಧ, ಬೆಂಬಲ ಬೆಲೆ ಮತ್ತು ಅಡಿಕೆ ಆರೋಗ್ಯಕ್ಕೆ ಹಾನಿಕಾರಕ ಎಂಬ ವರದಿ ಕುರಿತು ಚರ್ಚಿಸಲಾಯಿತು. ಕೇಂದ್ರ ಸಚಿವ ಎಚ್.ಡಿ. ಕುಮಾರಸ್ವಾಮಿ, ಪ್ರಲ್ಹಾದ ಜೋಶಿ, ಶೋಭಾ ಕರಂದ್ಲಾಜೆ, ವಿ. ಸೋಮಣ್ಣ ಸೇರಿದಂತೆ ರಾಜ್ಯದ ಸಂಸದರು ಹಾಗೂ ಶಾಸಕರು ನಿಯೋಗದಲ್ಲಿ ಇದ್ದರು. ಕೃಷಿ ಸಚಿವಾಲಯದ ಹಿರಿಯ ಅಧಿಕಾರಿಗಳು ಸಭೆಯಲ್ಲಿ ಭಾಗವಹಿಸಿದ್ದರು. ಅಡಿಕೆ ಬೆಳೆಗಾರರ ಹಿತ ಕಾಪಾಡುವುದು ಕೇಂದ್ರ ಸರ್ಕಾರದ ಆದ್ಯತೆ ಎಂದು ಸಚಿವರು ತಿಳಿಸಿದರು. xyxy=(712,294,924,398)
summons-table-header: ಕ್ರ ಸಂ xyxy=(604,1306,629,1327)
lost-ad-footer-right: ಸಹಿ/- ಶ್ರೀ ರಾಜಶೇಖರಯ್ಯ ಹಿರೇಮಠ xyxy=(454,761,530,769)
city-separator-dot: • xyxy=(447,86,459,96)
lead-column-2: ಇದಕ್ಕೆ ಮುನ್ನ ಪೂಜೆ ನೆರವೇರಿಸಲಾಗಿದೆ ಎಂದು ಪರಮೇಶ್ವರ ತಿಳಿಸಿದರು. ಈ ಸ್ಟೇಡಿಯಂನಲ್ಲಿ ಕ್ರಿಕೆಟ್ ಅಕಾಡೆಮಿ ಕೂಡ ಇರಲಿದೆ. ಇದಲ್ಲದೆ ದೇವನಹಳ್ಳಿ ಬಳಿ ವಿಶ್ವ ದರ್ಜೆಯ 'ಕ್ರೀಡಾ ನಗರ'ವನ್ನು ನಿರ್ಮಿಸಲು ಸರ್ಕಾರ ಚಿಂತಿಸಿದೆ. ಗುಜರಾತ್ ಕೂಡ ಸಜ್ಜಾಗುತ್ತಿದೆ : ಈ ಹಿಂದೆ ಒಲಿಂಪಿಕ್ ಕ್ರೀಡಾಕೂಟ ಆಯೋಜಿಸಲು ಗುಜರಾತ್ ಸರ್ಕಾರ ಸಜ್ಜಾಗಿದ್ದು ಪ್ರಧಾನಿ ಮೋದಿ ಅವರ ಬೆಂಬಲ ಇದೆ. ನಾವೂ ಹಿಂದೆ ಬೀಳಬಾರದು ಎಂದು ಅವರು ಹೇಳಿದರು. ಅಲ್ಲದೆ ಪ್ರಕರಣದ ತನಿಖೆ ಮಾಜಿ ನ್ಯಾಯಮೂರ್ತಿ ಅವರ ನೇತೃತ್ವದ ಸಮಿತಿ ವರದಿ ಸಲ್ಲಿಸಿದೆ. xyxy=(410,426,578,502)
summons-table-cell: 1 xyxy=(709,1327,746,1348)
summons-label: ಸಮನ್ಸ್ xyxy=(747,1209,771,1219)
